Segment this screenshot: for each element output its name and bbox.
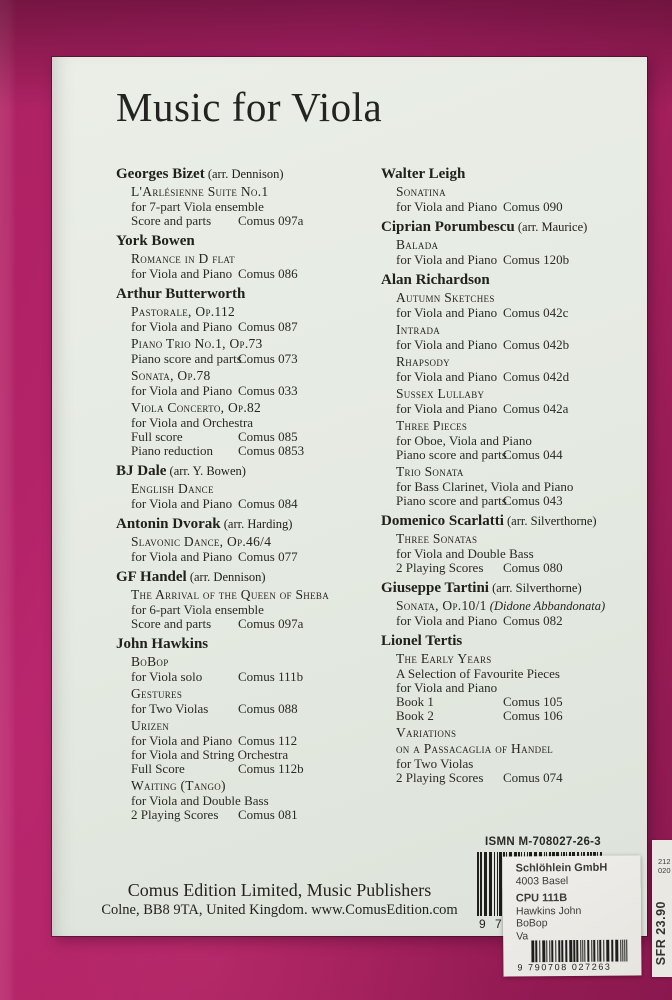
bar <box>615 940 618 962</box>
comus-number: Comus 112b <box>238 761 304 776</box>
arranger-text: (arr. Harding) <box>220 517 293 531</box>
bar <box>561 940 563 962</box>
detail-text: 2 Playing Scores <box>396 770 484 785</box>
work-title-text: Sonatina <box>396 184 446 199</box>
work-title <box>131 686 376 702</box>
work-detail <box>396 757 645 771</box>
work-title-text: BoBop <box>131 654 169 669</box>
work-title <box>131 184 376 200</box>
detail-text: for Oboe, Viola and Piano <box>396 433 532 448</box>
comus-number: Comus 044 <box>503 447 563 462</box>
detail-text: 2 Playing Scores <box>131 807 219 822</box>
bar <box>569 940 572 962</box>
work-title-text: Rhapsody <box>396 354 450 369</box>
detail-text: for Viola solo <box>131 669 203 684</box>
composer-name-text: Domenico Scarlatti <box>381 513 504 529</box>
bar <box>489 852 492 916</box>
work-entry <box>396 386 645 416</box>
detail-text: Full score <box>131 429 183 444</box>
composer-name <box>116 637 376 652</box>
bar <box>622 940 623 962</box>
composer-name-text: Antonin Dvorak <box>116 516 221 532</box>
comus-number: Comus 106 <box>503 708 563 723</box>
work-title-text: Waiting (Tango) <box>131 778 226 793</box>
ismn-number: ISMN M-708027-26-3 <box>485 836 601 848</box>
sticker-company: Schlöhlein GmbH <box>515 861 608 875</box>
composer-name <box>116 234 376 249</box>
bar <box>624 940 625 962</box>
work-entry <box>131 718 376 776</box>
work-entry <box>131 251 376 281</box>
work-title-text: Balada <box>396 237 439 252</box>
comus-number: Comus 082 <box>503 613 563 628</box>
composer-name-text: GF Handel <box>116 569 187 585</box>
work-title-text: Piano Trio No.1, Op.73 <box>131 336 263 351</box>
page-title: Music for Viola <box>116 84 383 130</box>
detail-text: for Viola and Double Bass <box>396 546 534 561</box>
composer-name-text: John Hawkins <box>116 636 209 652</box>
work-title-text: Sonata, Op.10/1 <box>396 598 487 613</box>
detail-text: for Viola and Piano <box>396 252 498 267</box>
work-title <box>396 290 645 306</box>
work-entry <box>396 237 645 267</box>
comus-number: Comus 042b <box>503 337 570 352</box>
composer-name <box>116 287 376 302</box>
comus-number: Comus 086 <box>238 266 298 281</box>
work-detail <box>396 448 645 462</box>
work-title-text: Pastorale, Op.112 <box>131 304 236 319</box>
work-title-text: The Arrival of the Queen of Sheba <box>131 587 329 602</box>
detail-text: for Viola and Piano <box>396 369 498 384</box>
sticker-city: 4003 Basel <box>515 874 569 887</box>
work-title-text: The Early Years <box>396 651 492 666</box>
comus-number: Comus 087 <box>238 319 298 334</box>
bar <box>497 852 498 916</box>
composer-block <box>116 167 376 228</box>
bar <box>587 940 589 962</box>
comus-number: Comus 088 <box>238 701 298 716</box>
arranger-text: (arr. Dennison) <box>204 167 284 181</box>
work-detail <box>131 200 376 214</box>
bar <box>611 940 613 962</box>
work-title-text: Trio Sonata <box>396 464 464 479</box>
work-entry <box>396 354 645 384</box>
work-title-line2: on a Passacaglia of Handel <box>396 741 554 756</box>
bar <box>494 852 495 916</box>
dealer-sticker <box>502 855 641 976</box>
composer-name <box>116 167 376 182</box>
composer-name <box>116 570 376 585</box>
bar <box>582 940 583 962</box>
work-detail <box>396 771 645 785</box>
work-title <box>396 418 645 434</box>
work-detail <box>396 695 645 709</box>
work-title <box>396 354 645 370</box>
work-title <box>396 531 645 547</box>
work-entry <box>131 400 376 458</box>
work-title <box>131 654 376 670</box>
bar <box>580 940 581 962</box>
publisher-name: Comus Edition Limited, Music Publishers <box>127 880 432 900</box>
work-detail <box>131 384 376 398</box>
work-title <box>131 304 376 320</box>
work-entry <box>396 598 645 628</box>
comus-number: Comus 073 <box>238 351 298 366</box>
detail-text: for Viola and Piano <box>131 549 233 564</box>
composer-name-text: Ciprian Porumbescu <box>381 219 515 235</box>
detail-text: Score and parts <box>131 213 212 228</box>
work-detail <box>396 667 645 681</box>
composer-name <box>381 514 645 529</box>
sticker-instrument: Va <box>516 929 529 942</box>
work-title-text: L'Arlésienne Suite No.1 <box>131 184 269 199</box>
work-title <box>396 651 645 667</box>
composer-name-text: Alan Richardson <box>381 272 490 288</box>
bar <box>620 940 621 962</box>
detail-text: 2 Playing Scores <box>396 560 484 575</box>
composer-name-text: Georges Bizet <box>116 166 205 182</box>
sticker-ref: CPU 111B <box>515 892 568 905</box>
composer-block <box>116 570 376 631</box>
composer-name <box>116 464 376 479</box>
composer-block <box>381 273 645 508</box>
work-title <box>396 237 645 253</box>
bar <box>597 940 598 962</box>
work-title-text: Viola Concerto, Op.82 <box>131 400 262 415</box>
work-detail <box>131 808 376 822</box>
bar <box>531 940 534 962</box>
composer-block <box>381 581 645 628</box>
catalog-column-right <box>381 167 645 785</box>
detail-text: Piano score and parts <box>396 447 507 462</box>
comus-number: Comus 074 <box>503 770 563 785</box>
sticker-piece: BoBop <box>516 917 548 930</box>
composer-name-text: Walter Leigh <box>381 166 466 182</box>
work-detail <box>131 444 376 458</box>
detail-text: for Two Violas <box>396 756 474 771</box>
bar <box>573 940 575 962</box>
composer-name <box>381 167 645 182</box>
work-title <box>131 368 376 384</box>
work-title-text: English Dance <box>131 481 214 496</box>
composer-block <box>116 517 376 564</box>
composer-block <box>381 514 645 575</box>
detail-text: for Viola and Piano <box>131 733 233 748</box>
arranger-text: (arr. Silverthorne) <box>503 514 597 528</box>
work-entry <box>131 481 376 511</box>
bar <box>542 940 545 962</box>
work-entry <box>396 290 645 320</box>
work-detail <box>131 550 376 564</box>
work-detail <box>396 561 645 575</box>
comus-number: Comus 097a <box>238 616 304 631</box>
work-title-text: Intrada <box>396 322 441 337</box>
composer-name <box>116 517 376 532</box>
work-entry <box>131 587 376 631</box>
composer-block <box>381 220 645 267</box>
work-title-text: Slavonic Dance, Op.46/4 <box>131 534 272 549</box>
work-title <box>131 778 376 794</box>
bar <box>484 852 487 916</box>
bar <box>558 940 560 962</box>
detail-text: Piano reduction <box>131 443 213 458</box>
work-entry <box>131 654 376 684</box>
composer-name <box>381 273 645 288</box>
publisher-address: Colne, BB8 9TA, United Kingdom. www.ComusEdition.com <box>101 902 458 918</box>
work-detail <box>131 748 376 762</box>
work-entry <box>131 778 376 822</box>
detail-text: Book 2 <box>396 708 434 723</box>
work-title <box>131 534 376 550</box>
work-detail <box>131 603 376 617</box>
comus-number: Comus 097a <box>238 213 304 228</box>
bar <box>549 940 550 962</box>
detail-text: for Viola and Piano <box>131 383 233 398</box>
composer-block <box>381 634 645 785</box>
bar <box>551 940 553 962</box>
work-title-subtitle: (Didone Abbandonata) <box>486 599 606 613</box>
arranger-text: (arr. Dennison) <box>186 570 266 584</box>
work-detail <box>396 402 645 416</box>
work-title-text: Three Sonatas <box>396 531 478 546</box>
comus-number: Comus 042c <box>503 305 569 320</box>
work-title-text: Romance in D flat <box>131 251 235 266</box>
arranger-text: (arr. Y. Bowen) <box>166 464 246 478</box>
detail-text: for Bass Clarinet, Viola and Piano <box>396 479 574 494</box>
work-entry <box>131 336 376 366</box>
composer-name-text: Giuseppe Tartini <box>381 580 489 596</box>
work-title-text: Autumn Sketches <box>396 290 495 305</box>
detail-text: Full Score <box>131 761 185 776</box>
composer-name <box>381 581 645 596</box>
comus-number: Comus 042d <box>503 369 570 384</box>
work-entry <box>396 464 645 508</box>
detail-text: for 6-part Viola ensemble <box>131 602 264 617</box>
work-entry <box>396 651 645 723</box>
work-title-text: Sussex Lullaby <box>396 386 485 401</box>
price-strip <box>652 840 672 977</box>
catalog-column-left <box>116 167 376 822</box>
detail-text: for Viola and Piano <box>131 319 233 334</box>
catalog-page <box>52 57 647 936</box>
comus-number: Comus 084 <box>238 496 298 511</box>
bar <box>565 940 567 962</box>
work-entry <box>396 531 645 575</box>
bar <box>477 852 479 916</box>
work-detail <box>131 497 376 511</box>
publisher-footer <box>52 879 507 919</box>
work-title <box>131 251 376 267</box>
price-label: SFR 23.90 <box>654 900 668 965</box>
work-title <box>396 322 645 338</box>
comus-number: Comus 085 <box>238 429 298 444</box>
comus-number: Comus 0853 <box>238 443 305 458</box>
work-detail <box>396 338 645 352</box>
work-detail <box>396 306 645 320</box>
bar <box>591 940 592 962</box>
work-detail <box>131 762 376 776</box>
sticker-barcode-bars <box>531 939 637 962</box>
composer-block <box>116 637 376 822</box>
work-entry <box>396 725 645 785</box>
work-entry <box>396 322 645 352</box>
work-entry <box>131 304 376 334</box>
work-detail <box>131 794 376 808</box>
detail-text: for 7-part Viola ensemble <box>131 199 264 214</box>
work-detail <box>131 617 376 631</box>
detail-text: Score and parts <box>131 616 212 631</box>
work-entry <box>396 184 645 214</box>
work-detail <box>131 352 376 366</box>
bar <box>626 940 627 962</box>
detail-text: for Viola and Piano <box>396 305 498 320</box>
work-detail <box>131 734 376 748</box>
work-title <box>396 386 645 402</box>
composer-block <box>381 167 645 214</box>
work-detail <box>396 480 645 494</box>
detail-text: for Viola and Piano <box>396 199 498 214</box>
work-title <box>396 598 645 614</box>
bar <box>606 940 609 962</box>
bar <box>593 940 595 962</box>
work-detail <box>131 320 376 334</box>
comus-number: Comus 112 <box>238 733 298 748</box>
detail-text: for Viola and Orchestra <box>131 415 254 430</box>
work-detail <box>396 200 645 214</box>
detail-text: Piano score and parts <box>396 493 507 508</box>
work-entry <box>131 368 376 398</box>
work-entry <box>131 534 376 564</box>
detail-text: Piano score and parts <box>131 351 242 366</box>
bar <box>599 940 601 962</box>
bar <box>539 940 540 962</box>
work-entry <box>131 686 376 716</box>
bar <box>603 940 604 962</box>
work-detail <box>396 709 645 723</box>
work-title-text: Three Pieces <box>396 418 468 433</box>
work-title-text: Urizen <box>131 718 170 733</box>
work-detail <box>131 214 376 228</box>
composer-block <box>116 464 376 511</box>
work-title <box>131 718 376 734</box>
detail-text: for Viola and Piano <box>396 680 498 695</box>
sticker-composer: Hawkins John <box>515 904 582 917</box>
comus-number: Comus 043 <box>503 493 563 508</box>
bar <box>546 940 547 962</box>
comus-number: Comus 090 <box>503 199 563 214</box>
bar <box>480 852 482 916</box>
work-detail <box>131 267 376 281</box>
strip-numbers: 212 020 <box>658 857 671 875</box>
work-detail <box>396 681 645 695</box>
work-title <box>396 184 645 200</box>
detail-text: for Viola and Piano <box>396 401 498 416</box>
detail-text: for Viola and Piano <box>396 337 498 352</box>
detail-text: for Two Violas <box>131 701 209 716</box>
comus-number: Comus 120b <box>503 252 570 267</box>
composer-name <box>381 220 645 235</box>
comus-number: Comus 080 <box>503 560 563 575</box>
comus-number: Comus 105 <box>503 694 563 709</box>
bar <box>535 940 537 962</box>
work-detail <box>396 434 645 448</box>
work-title <box>131 336 376 352</box>
work-detail <box>396 370 645 384</box>
detail-text: for Viola and Double Bass <box>131 793 269 808</box>
detail-text: for Viola and Piano <box>131 266 233 281</box>
composer-name <box>381 634 645 649</box>
work-detail <box>131 416 376 430</box>
work-detail <box>131 430 376 444</box>
barcode-digit: 9 <box>479 917 486 931</box>
work-detail <box>131 670 376 684</box>
composer-block <box>116 234 376 281</box>
work-title-text: Variations <box>396 725 457 740</box>
work-detail <box>396 494 645 508</box>
work-title <box>131 400 376 416</box>
comus-number: Comus 111b <box>238 669 304 684</box>
composer-name-text: BJ Dale <box>116 463 167 479</box>
detail-text: for Viola and Piano <box>131 496 233 511</box>
work-entry <box>396 418 645 462</box>
comus-number: Comus 077 <box>238 549 298 564</box>
work-entry <box>131 184 376 228</box>
work-title <box>396 464 645 480</box>
bar <box>584 940 585 962</box>
detail-text: A Selection of Favourite Pieces <box>396 666 560 681</box>
work-title <box>396 725 645 741</box>
comus-number: Comus 033 <box>238 383 298 398</box>
composer-name-text: Arthur Butterworth <box>116 286 246 302</box>
work-title <box>131 587 376 603</box>
barcode-digit: 7 <box>495 917 502 931</box>
composer-block <box>116 287 376 458</box>
comus-number: Comus 042a <box>503 401 569 416</box>
arranger-text: (arr. Maurice) <box>514 220 588 234</box>
composer-name-text: Lionel Tertis <box>381 633 463 649</box>
work-title <box>131 481 376 497</box>
work-detail <box>396 614 645 628</box>
detail-text: for Viola and String Orchestra <box>131 747 289 762</box>
composer-name-text: York Bowen <box>116 233 195 249</box>
comus-number: Comus 081 <box>238 807 298 822</box>
work-detail <box>396 547 645 561</box>
detail-text: for Viola and Piano <box>396 613 498 628</box>
bar <box>555 940 556 962</box>
work-detail <box>396 253 645 267</box>
sticker-barcode-digits: 9 790708 027263 <box>517 961 612 973</box>
work-title-text: Sonata, Op.78 <box>131 368 211 383</box>
bar <box>576 940 578 962</box>
arranger-text: (arr. Silverthorne) <box>488 581 582 595</box>
detail-text: Book 1 <box>396 694 434 709</box>
work-title-text: Gestures <box>131 686 183 701</box>
work-detail <box>131 702 376 716</box>
